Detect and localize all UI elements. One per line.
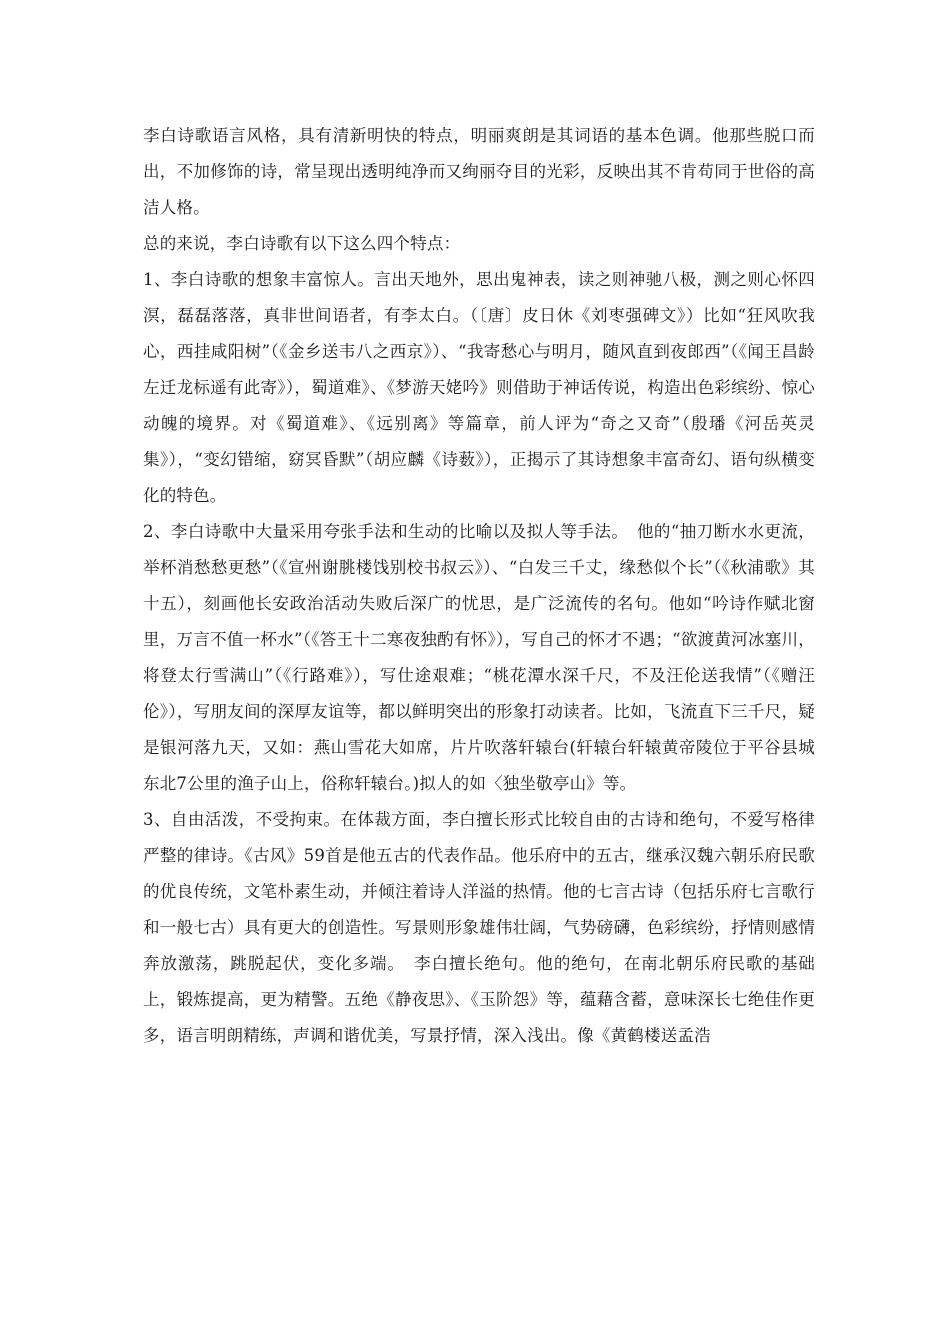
summary-line: 总的来说，李白诗歌有以下这么四个特点： bbox=[143, 234, 461, 253]
feature-1-paragraph: 1、李白诗歌的想象丰富惊人。言出天地外，思出鬼神表，读之则神驰八极，测之则心怀四溟，磊磊落落，真非世间语者，有李太白。（〔唐〕皮日休《刘枣强碑文》）比如“狂风吹我心，西挂咸阳树”（《金乡送韦八之西京》）、“我寄愁心与明月，随风直到夜郎西”（《闻王昌龄左迁龙标遥有此寄》），蜀道难》、《梦游天姥吟》则借助于神话传说，构造出色彩缤纷、惊心动魄的境界。对《蜀道难》、《远别离》等篇章，前人评为“奇之又奇”（殷璠《河岳英灵集》），“变幻错缩，窈冥昏默”（胡应麟《诗薮》），正揭示了其诗想象丰富奇幻、语句纵横变化的特色。 bbox=[143, 270, 815, 505]
intro-paragraph: 李白诗歌语言风格，具有清新明快的特点，明丽爽朗是其词语的基本色调。他那些脱口而出，不加修饰的诗，常呈现出透明纯净而又绚丽夺目的光彩，反映出其不肯苟同于世俗的高洁人格。 bbox=[143, 126, 815, 217]
feature-2-paragraph: 2、李白诗歌中大量采用夸张手法和生动的比喻以及拟人等手法。 他的“抽刀断水水更流，举杯消愁愁更愁”（《宣州谢朓楼饯别校书叔云》）、“白发三千丈，缘愁似个长”（《秋浦歌》其十五），刻画他长安政治活动失败后深广的忧思，是广泛流传的名句。他如“吟诗作赋北窗里，万言不值一杯水”（《答王十二寒夜独酌有怀》），写自己的怀才不遇；“欲渡黄河冰塞川，将登太行雪满山”（《行路难》），写仕途艰难；“桃花潭水深千尺，不及汪伦送我情”（《赠汪伦》），写朋友间的深厚友谊等，都以鲜明突出的形象打动读者。比如，飞流直下三千尺，疑是银河落九天，又如：燕山雪花大如席，片片吹落轩辕台(轩辕台轩辕黄帝陵位于平谷县城东北7公里的渔子山上，俗称轩辕台。)拟人的如〈独坐敬亭山》等。 bbox=[143, 522, 815, 793]
document-body bbox=[143, 118, 815, 1054]
feature-3-paragraph: 3、自由活泼，不受拘束。在体裁方面，李白擅长形式比较自由的古诗和绝句，不爱写格律严整的律诗。《古风》59首是他五古的代表作品。他乐府中的五古，继承汉魏六朝乐府民歌的优良传统，文笔朴素生动，并倾注着诗人洋溢的热情。他的七言古诗（包括乐府七言歌行和一般七古）具有更大的创造性。写景则形象雄伟壮阔，气势磅礴，色彩缤纷，抒情则感情奔放激荡，跳脱起伏，变化多端。 李白擅长绝句。他的绝句，在南北朝乐府民歌的基础上，锻炼提高，更为精警。五绝《静夜思》、《玉阶怨》等，蕴藉含蓄，意味深长七绝佳作更多，语言明朗精练，声调和谐优美，写景抒情，深入浅出。像《黄鹤楼送孟浩 bbox=[143, 810, 815, 1045]
